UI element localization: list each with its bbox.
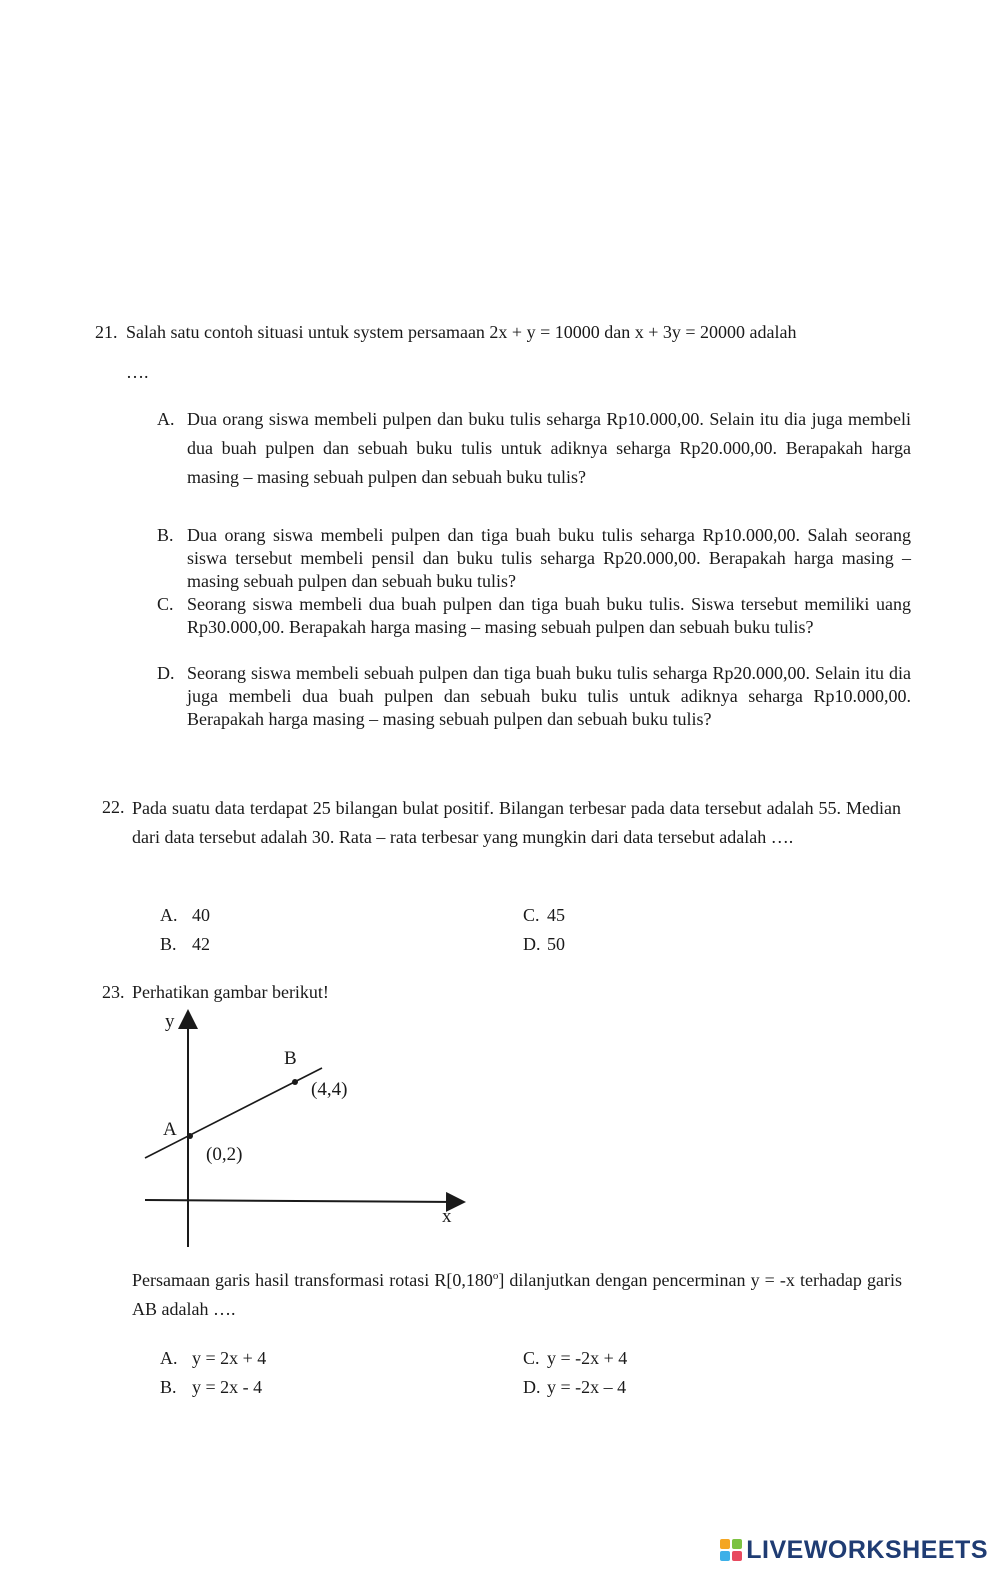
- point-a-coordinate: (0,2): [206, 1144, 243, 1165]
- option-text: y = -2x – 4: [547, 1377, 627, 1397]
- logo-grid-icon: [720, 1539, 742, 1561]
- point-b-label: B: [284, 1048, 297, 1069]
- option-letter: D.: [523, 1377, 541, 1397]
- y-axis-label: y: [165, 1011, 175, 1032]
- logo-tile: [732, 1551, 742, 1561]
- option-text: 42: [192, 934, 210, 954]
- stem-part-1: Persamaan garis hasil transformasi rotasi R[0,180: [132, 1270, 493, 1290]
- logo-tile: [720, 1551, 730, 1561]
- point-a-label: A: [163, 1119, 177, 1140]
- question-ellipsis: ….: [126, 362, 149, 382]
- option-letter: C.: [157, 594, 174, 614]
- x-axis: [145, 1200, 458, 1202]
- x-axis-label: x: [442, 1206, 452, 1227]
- question-stem: Pada suatu data terdapat 25 bilangan bulat positif. Bilangan terbesar pada data tersebut adalah 55. Median dari data tersebut adalah 30. Rata – rata terbesar yang mungkin dari data tersebut adalah ….: [132, 798, 901, 847]
- logo-tile: [720, 1539, 730, 1549]
- point-b-coordinate: (4,4): [311, 1079, 348, 1100]
- option-letter: C.: [523, 905, 540, 925]
- option-letter: A.: [160, 1348, 178, 1368]
- option-letter: A.: [157, 409, 175, 429]
- logo-tile: [732, 1539, 742, 1549]
- question-stem: Salah satu contoh situasi untuk system persamaan 2x + y = 10000 dan x + 3y = 20000 adalah: [126, 322, 797, 342]
- option-text: y = -2x + 4: [547, 1348, 628, 1368]
- option-letter: C.: [523, 1348, 540, 1368]
- question-number: 21.: [95, 322, 118, 342]
- option-text: Dua orang siswa membeli pulpen dan buku tulis seharga Rp10.000,00. Selain itu dia juga membeli dua buah pulpen dan sebuah buku tulis untuk adiknya seharga Rp20.000,00. Berapakah harga masing – masing sebuah pulpen dan sebuah buku tulis?: [187, 409, 911, 487]
- option-text: y = 2x + 4: [192, 1348, 267, 1368]
- option-letter: B.: [160, 1377, 177, 1397]
- point-a: [187, 1133, 193, 1139]
- option-text: Seorang siswa membeli dua buah pulpen dan tiga buah buku tulis. Siswa tersebut memiliki uang Rp30.000,00. Berapakah harga masing – masing sebuah pulpen dan sebuah buku tulis?: [187, 594, 911, 637]
- option-letter: B.: [160, 934, 177, 954]
- option-letter: D.: [523, 934, 541, 954]
- question-number: 23.: [102, 982, 125, 1002]
- option-text: 45: [547, 905, 565, 925]
- option-letter: B.: [157, 525, 174, 545]
- option-letter: D.: [157, 663, 175, 683]
- question-intro: Perhatikan gambar berikut!: [132, 982, 329, 1002]
- coordinate-figure: [130, 1005, 480, 1255]
- option-letter: A.: [160, 905, 178, 925]
- option-text: 50: [547, 934, 565, 954]
- question-stem: [132, 1266, 902, 1324]
- option-text: y = 2x - 4: [192, 1377, 263, 1397]
- logo-text: LIVEWORKSHEETS: [746, 1535, 988, 1564]
- option-text: 40: [192, 905, 210, 925]
- option-text: Dua orang siswa membeli pulpen dan tiga buah buku tulis seharga Rp10.000,00. Salah seorang siswa tersebut membeli pensil dan buku tulis seharga Rp20.000,00. Berapakah harga masing – masing sebuah pulpen dan sebuah buku tulis?: [187, 525, 911, 591]
- line-graph: [130, 1005, 480, 1255]
- question-number: 22.: [102, 797, 125, 817]
- point-b: [292, 1079, 298, 1085]
- stem-part-2: ] dilanjutkan dengan pencerminan y = -x terhadap garis AB adalah ….: [132, 1270, 902, 1319]
- liveworksheets-logo[interactable]: [720, 1535, 988, 1565]
- option-text: Seorang siswa membeli sebuah pulpen dan tiga buah buku tulis seharga Rp20.000,00. Selain itu dia juga membeli dua buah pulpen dan sebuah buku tulis untuk adiknya seharga Rp10.000,00. Berapakah harga masing – masing sebuah pulpen dan sebuah buku tulis?: [187, 663, 911, 729]
- degree-sup: o: [492, 1270, 499, 1282]
